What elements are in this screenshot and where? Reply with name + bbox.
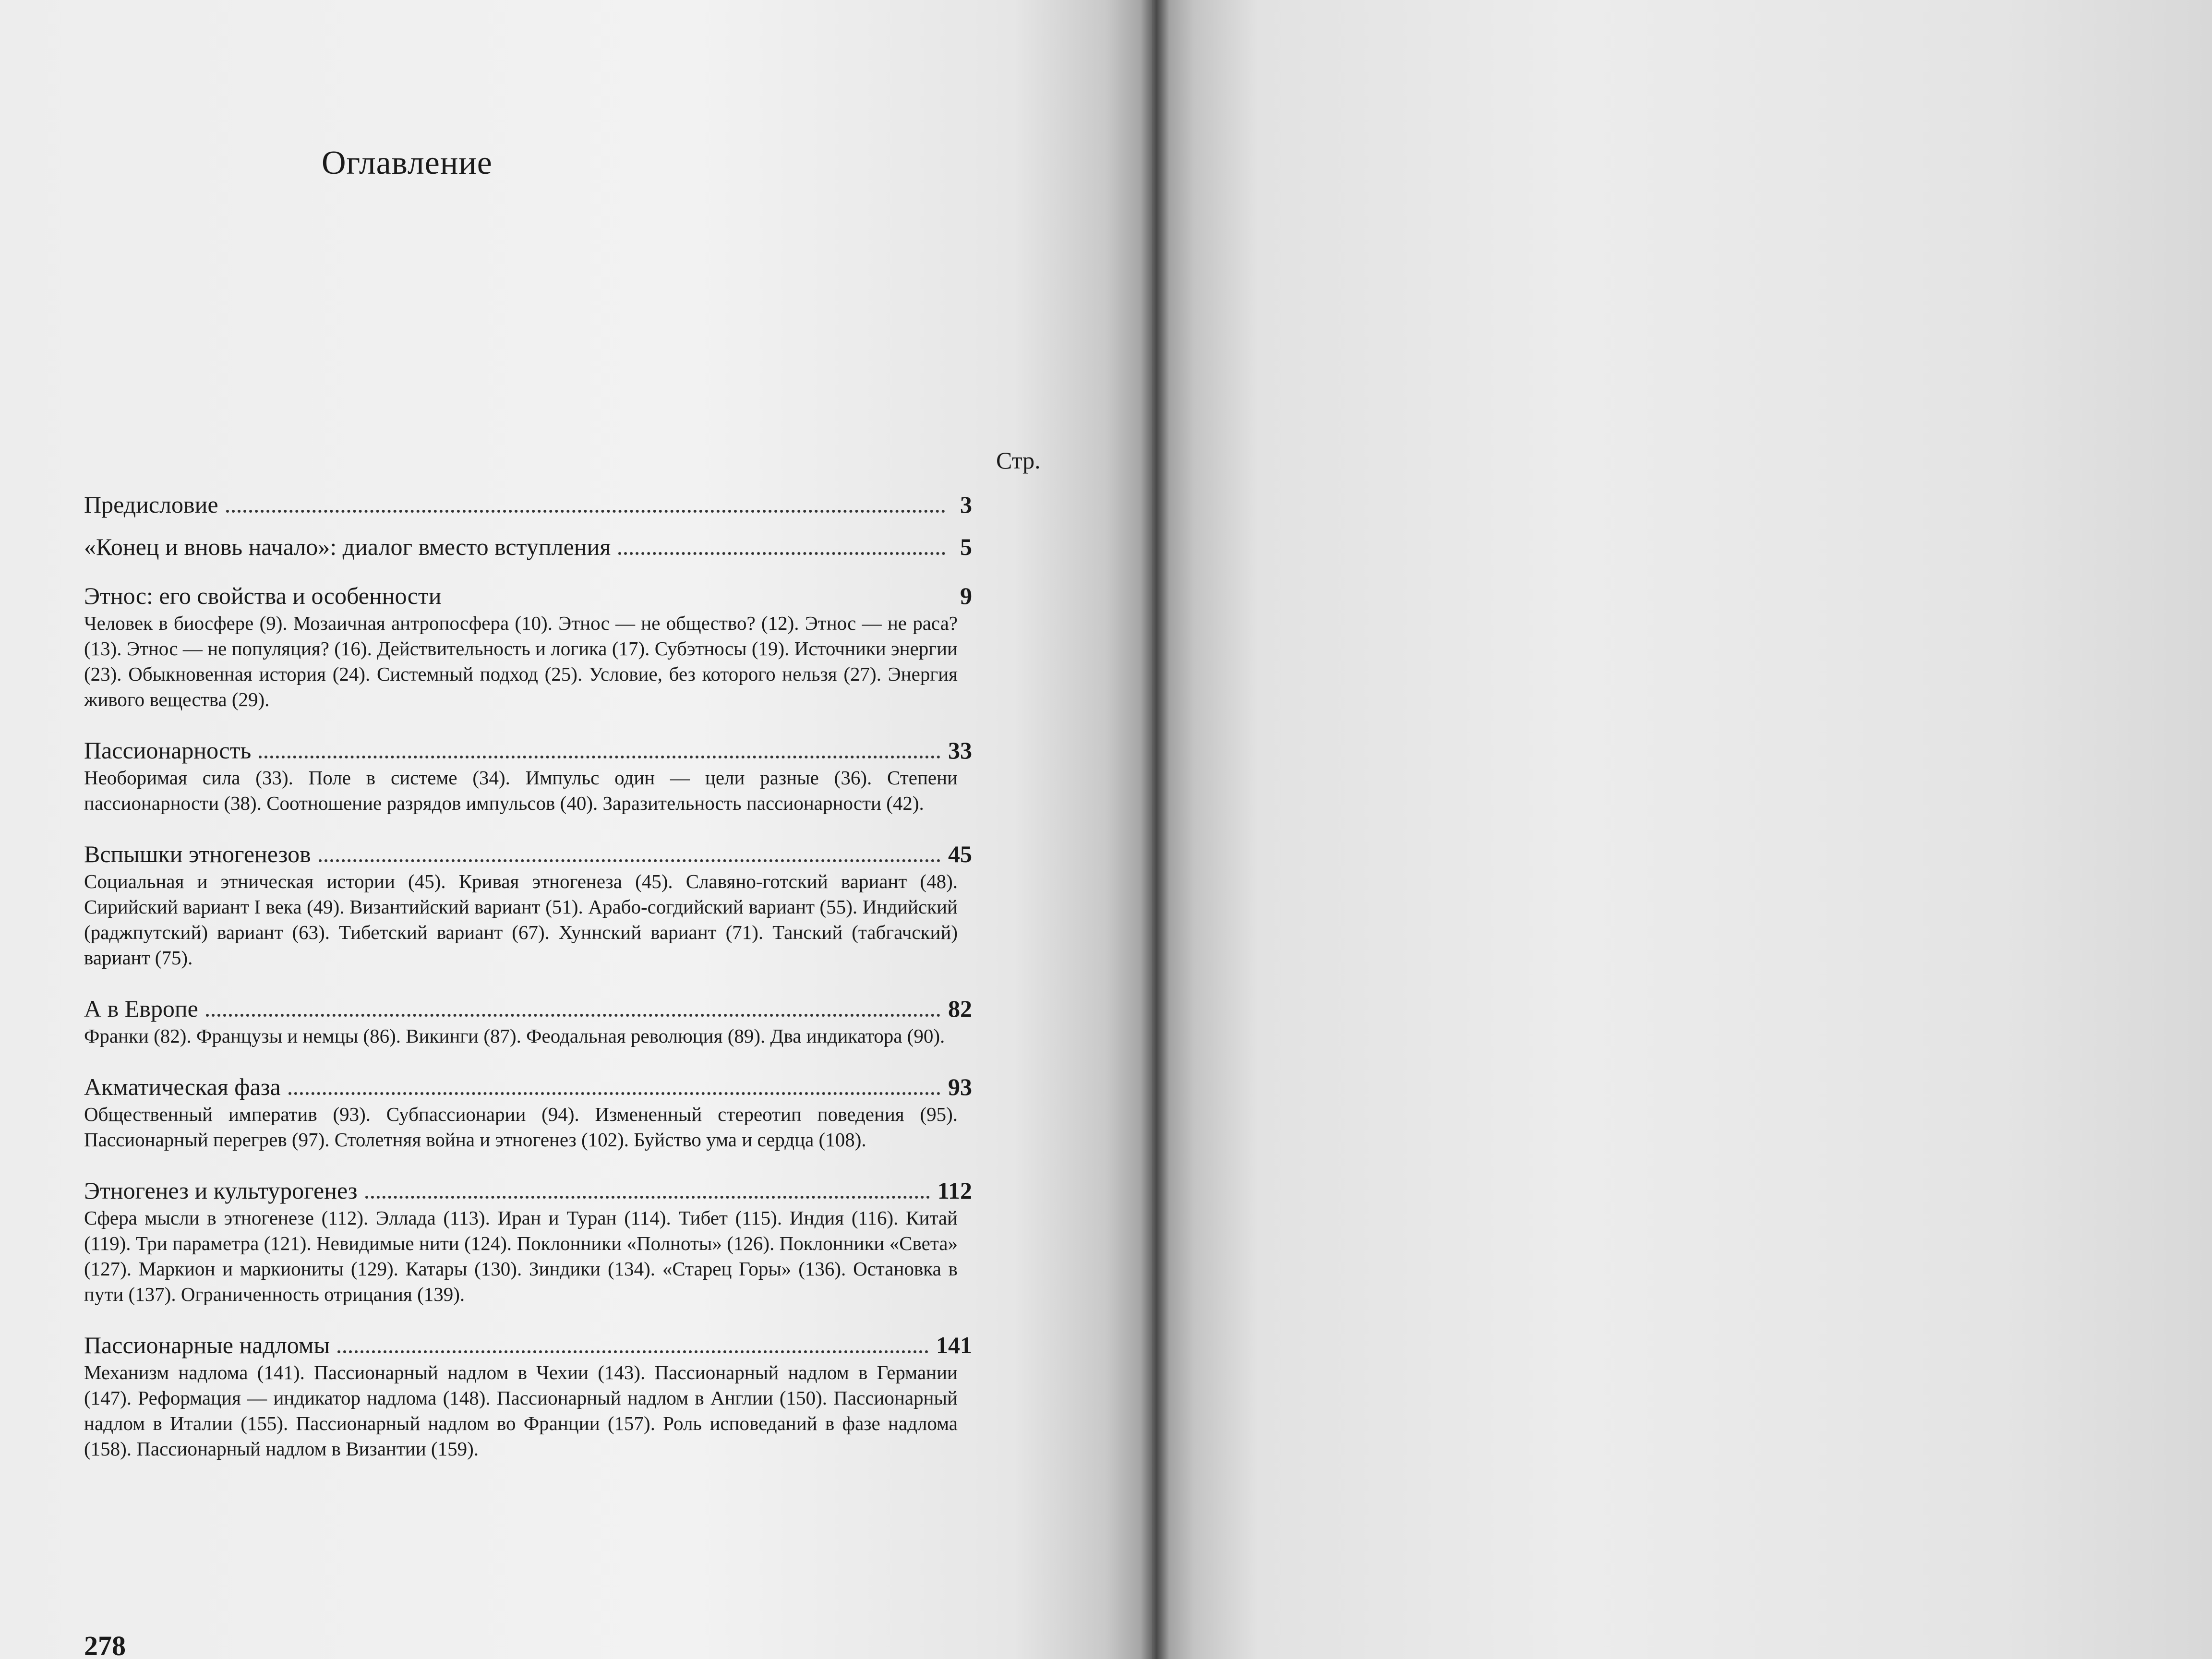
- toc-left: [84, 490, 1054, 1485]
- dot-leader: [365, 1196, 930, 1199]
- toc-entry: [84, 581, 1054, 712]
- dot-leader: [319, 859, 940, 862]
- toc-entry-page: 112: [937, 1177, 972, 1204]
- page-column-label: Стр.: [996, 447, 1041, 474]
- toc-entry-title: Этнос: его свойства и особенности: [84, 582, 442, 609]
- toc-entry: [84, 994, 1054, 1049]
- toc-entry-head: [84, 735, 972, 765]
- dot-leader: [206, 1014, 940, 1017]
- toc-entry-head: [84, 839, 972, 869]
- toc-entry-page: 5: [960, 533, 972, 560]
- toc-entry-description: Сфера мысли в этногенезе (112). Эллада (113). Иран и Туран (114). Тибет (115). Индия (116). Китай (119). Три параметра (121). Невидимые нити (124). Поклонники «Полноты» (126). Поклонники «Света» (127). Маркион и маркиониты (129). Катары (130). Зиндики (134). «Старец Горы» (136). Остановка в пути (137). Ограниченность отрицания (139).: [84, 1207, 958, 1305]
- toc-entry: [84, 490, 1054, 519]
- toc-entry: [84, 1176, 1054, 1307]
- toc-entry-description: Социальная и этническая истории (45). Кривая этногенеза (45). Славяно-готский вариант (48). Сирийский вариант I века (49). Византийский вариант (51). Арабо-согдийский вариант (55). Индийский (раджпутский) вариант (63). Тибетский вариант (67). Хуннский вариант (71). Танский (табгачский) вариант (75).: [84, 870, 958, 969]
- toc-entry-description: Необоримая сила (33). Поле в системе (34). Импульс один — цели разные (36). Степени пассионарности (38). Соотношение разрядов импульсов (40). Заразительность пассионарности (42).: [84, 767, 958, 814]
- toc-entry: [84, 735, 1054, 816]
- toc-entry: [84, 839, 1054, 971]
- toc-entry-head: [84, 1330, 972, 1360]
- toc-entry-page: 9: [960, 582, 972, 609]
- dot-leader: [337, 1350, 928, 1353]
- toc-entry-title: Вспышки этногенезов: [84, 841, 311, 867]
- toc-entry-description: Франки (82). Французы и немцы (86). Викинги (87). Феодальная революция (89). Два индикатора (90).: [84, 1025, 945, 1047]
- right-page: [1152, 0, 2212, 1659]
- dot-leader: [259, 756, 940, 758]
- toc-entry-page: 3: [960, 491, 972, 518]
- toc-entry: [84, 1072, 1054, 1153]
- toc-entry-page: 93: [948, 1073, 972, 1100]
- toc-entry: [84, 532, 1054, 562]
- toc-entry-head: [84, 1072, 972, 1102]
- dot-leader: [449, 601, 945, 604]
- toc-entry-page: 82: [948, 995, 972, 1022]
- book-gutter: [1141, 0, 1169, 1659]
- toc-entry-title: Этногенез и культурогенез: [84, 1177, 358, 1204]
- dot-leader: [618, 552, 945, 555]
- toc-entry-title: Пассионарные надломы: [84, 1332, 330, 1358]
- toc-entry-title: Предисловие: [84, 491, 218, 518]
- toc-entry-title: «Конец и вновь начало»: диалог вместо вступления: [84, 533, 611, 560]
- toc-entry-description: Человек в биосфере (9). Мозаичная антропосфера (10). Этнос — не общество? (12). Этнос — не раса? (13). Этнос — не популяция? (16). Действительность и логика (17). Субэтносы (19). Источники энергии (23). Обыкновенная история (24). Системный подход (25). Условие, без которого нельзя (27). Энергия живого вещества (29).: [84, 612, 958, 710]
- toc-entry-head: [84, 532, 972, 562]
- toc-entry-head: [84, 490, 972, 519]
- dot-leader: [226, 510, 945, 513]
- toc-entry-description: Общественный императив (93). Субпассионарии (94). Измененный стереотип поведения (95). Пассионарный перегрев (97). Столетняя война и этногенез (102). Буйство ума и сердца (108).: [84, 1103, 958, 1151]
- toc-entry-page: 45: [948, 841, 972, 867]
- toc-entry-title: А в Европе: [84, 995, 198, 1022]
- toc-entry-title: Пассионарность: [84, 737, 252, 764]
- toc-entry-head: [84, 1176, 972, 1205]
- dot-leader: [289, 1092, 940, 1095]
- toc-entry-page: 141: [936, 1332, 972, 1358]
- toc-entry-description: Механизм надлома (141). Пассионарный надлом в Чехии (143). Пассионарный надлом в Германии (147). Реформация — индикатор надлома (148). Пассионарный надлом в Англии (150). Пассионарный надлом в Италии (155). Пассионарный надлом во Франции (157). Роль исповеданий в фазе надлома (158). Пассионарный надлом в Византии (159).: [84, 1361, 958, 1460]
- page-heading: Оглавление: [322, 144, 493, 181]
- toc-entry-head: [84, 994, 972, 1023]
- toc-entry-title: Акматическая фаза: [84, 1073, 281, 1100]
- page-number: 278: [84, 1630, 126, 1659]
- toc-entry-page: 33: [948, 737, 972, 764]
- toc-entry-head: [84, 581, 972, 611]
- toc-entry: [84, 1330, 1054, 1462]
